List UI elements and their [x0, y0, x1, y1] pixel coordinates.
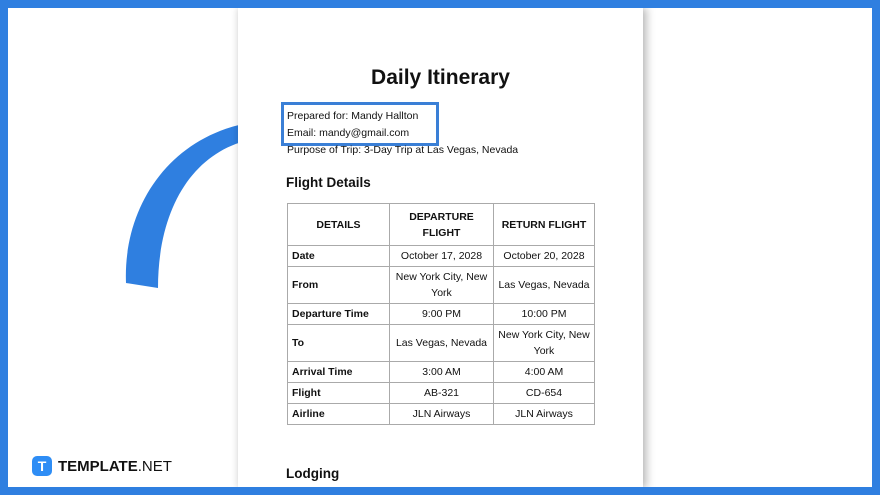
document-page	[238, 8, 643, 487]
flight-table	[287, 203, 595, 425]
table-cell: New York City, New York	[494, 325, 595, 362]
table-cell: 4:00 AM	[494, 362, 595, 383]
table-cell: October 20, 2028	[494, 246, 595, 267]
header-cell: DEPARTURE FLIGHT	[390, 204, 494, 246]
table-cell: Flight	[288, 383, 390, 404]
table-row	[288, 325, 595, 362]
table-cell: Arrival Time	[288, 362, 390, 383]
table-cell: JLN Airways	[390, 404, 494, 425]
table-cell: Departure Time	[288, 304, 390, 325]
purpose: Purpose of Trip: 3-Day Trip at Las Vegas, Nevada	[287, 144, 519, 156]
table-row	[288, 362, 595, 383]
table-cell: New York City, New York	[390, 267, 494, 304]
table-cell: 10:00 PM	[494, 304, 595, 325]
table-cell: AB-321	[390, 383, 494, 404]
table-cell: Las Vegas, Nevada	[390, 325, 494, 362]
logo-light: .NET	[137, 457, 172, 475]
table-cell: To	[288, 325, 390, 362]
logo-icon: T	[32, 456, 52, 476]
table-row	[288, 404, 595, 425]
template-logo	[32, 456, 172, 476]
table-cell: CD-654	[494, 383, 595, 404]
prepared-for: Prepared for: Mandy Hallton	[287, 110, 419, 122]
flight-heading: Flight Details	[286, 175, 371, 190]
table-row	[288, 246, 595, 267]
table-cell: Date	[288, 246, 390, 267]
highlight-box	[281, 102, 439, 146]
table-row	[288, 304, 595, 325]
table-cell: From	[288, 267, 390, 304]
table-cell: Las Vegas, Nevada	[494, 267, 595, 304]
table-row	[288, 383, 595, 404]
email: Email: mandy@gmail.com	[287, 127, 410, 139]
header-cell: DETAILS	[288, 204, 390, 246]
header-cell: RETURN FLIGHT	[494, 204, 595, 246]
table-row	[288, 267, 595, 304]
lodging-heading: Lodging	[286, 466, 340, 481]
table-cell: Airline	[288, 404, 390, 425]
table-cell: 9:00 PM	[390, 304, 494, 325]
logo-bold: TEMPLATE	[58, 457, 138, 475]
frame	[8, 8, 872, 487]
table-cell: JLN Airways	[494, 404, 595, 425]
table-cell: 3:00 AM	[390, 362, 494, 383]
table-cell: October 17, 2028	[390, 246, 494, 267]
document-title: Daily Itinerary	[371, 66, 510, 89]
